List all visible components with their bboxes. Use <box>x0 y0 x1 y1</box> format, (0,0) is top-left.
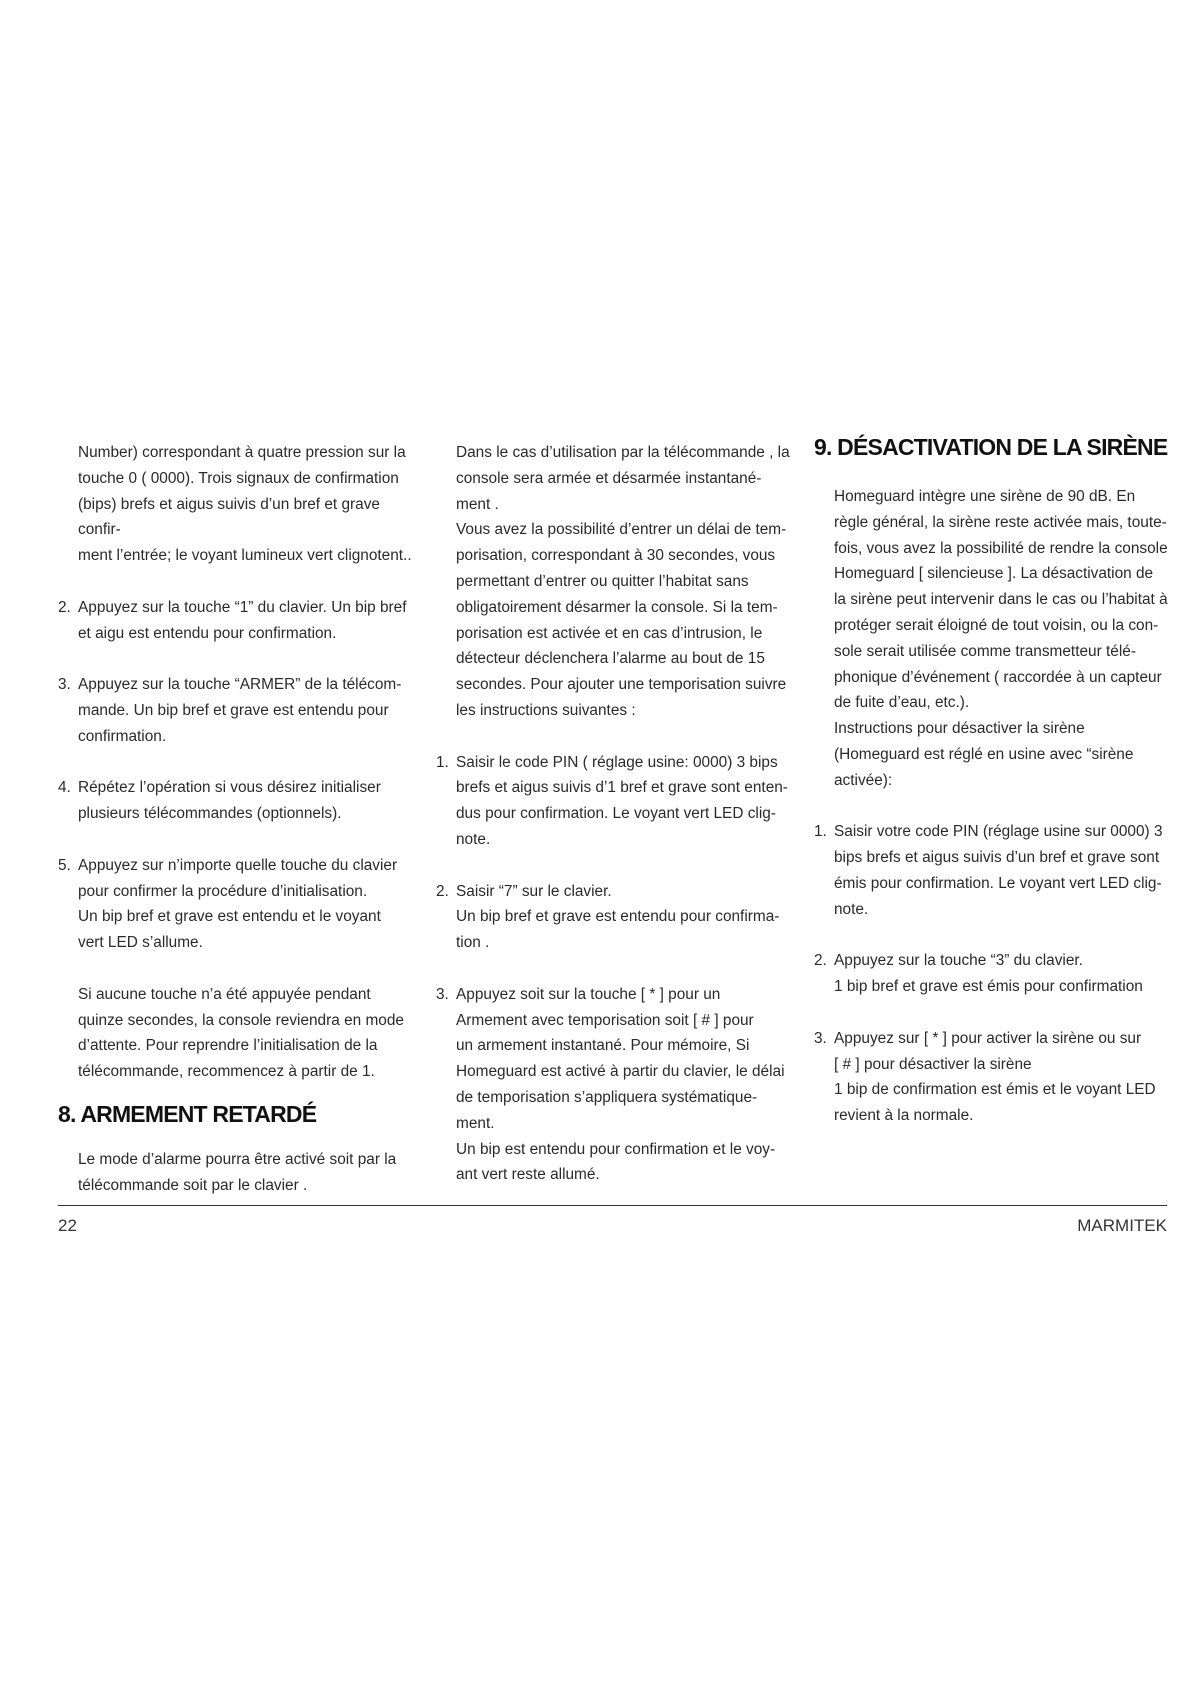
column-3 <box>814 434 1178 1129</box>
list-item: 1. Saisir le code PIN ( réglage usine: 0000) 3 bips brefs et aigus suivis d’1 bref et grave sont enten- dus pour confirmation. Le voyant vert LED clig- note. <box>436 753 788 848</box>
section-8-paragraph: Le mode d’alarme pourra être activé soit par la télécommande soit par le clavier . <box>78 1150 397 1194</box>
footer-brand: MARMITEK <box>1077 1216 1167 1235</box>
footer-rule <box>58 1205 1167 1206</box>
column-1 <box>58 440 414 1199</box>
intro-paragraph: Number) correspondant à quatre pression sur la touche 0 ( 0000). Trois signaux de confirmation (bips) brefs et aigus suivis d’un bref et grave confir- ment l’entrée; le voyant lumineux vert clignotent.. <box>78 444 412 565</box>
page-number: 22 <box>58 1216 77 1235</box>
intro-paragraph: Homeguard intègre une sirène de 90 dB. En règle général, la sirène reste activée mais, toute- fois, vous avez la possibilité de rendre la console Homeguard [ silencieuse ]. La désactivation de la sirène peut intervenir dans le cas ou l’habitat à protéger serait éloigné de tout voisin, ou la con- sole serait utilisée comme transmetteur télé- phonique d’événement ( raccordée à un capteur de fuite d’eau, etc.). Instructions pour désactiver la sirène (Homeguard est réglé en usine avec “sirène activée): <box>834 488 1168 789</box>
intro-paragraph: Dans le cas d’utilisation par la télécommande , la console sera armée et désarmée instantané- ment . Vous avez la possibilité d’entrer un délai de tem- porisation, correspondant à 30 secondes, vous permettant d’entrer ou quitter l’habitat sans obligatoirement désarmer la console. Si la tem- porisation est activée et en cas d’intrusion, le détecteur déclenchera l’alarme au bout de 15 secondes. Pour ajouter une temporisation suivre les instructions suivantes : <box>456 444 790 719</box>
list-item: 2. Appuyez sur la touche “3” du clavier. 1 bip bref et grave est émis pour confirmation <box>814 952 1143 996</box>
list-item: 1. Saisir votre code PIN (réglage usine sur 0000) 3 bips brefs et aigus suivis d’un bref et grave sont émis pour confirmation. Le voyant vert LED clig- note. <box>814 823 1163 918</box>
list-item: 4. Répétez l’opération si vous désirez initialiser plusieurs télécommandes (optionnels). <box>58 779 381 823</box>
list-item: 3. Appuyez sur [ * ] pour activer la sirène ou sur [ # ] pour désactiver la sirène 1 bip de confirmation est émis et le voyant LED revient à la normale. <box>814 1029 1156 1125</box>
list-item: 2. Appuyez sur la touche “1” du clavier. Un bip bref et aigu est entendu pour confirmation. <box>58 598 407 642</box>
list-item: 3. Appuyez soit sur la touche [ * ] pour un Armement avec temporisation soit [ # ] pour un armement instantané. Pour mémoire, Si Homeguard est activé à partir du clavier, le délai de temporisation s’appliquera systématique- ment. Un bip est entendu pour confirmation et le voy- ant vert reste allumé. <box>436 985 785 1184</box>
list-item: 5. Appuyez sur n’importe quelle touche du clavier pour confirmer la procédure d’initialisation. Un bip bref et grave est entendu et le voyant vert LED s’allume. <box>58 856 398 952</box>
section-heading-8: 8. ARMEMENT RETARDÉ <box>58 1100 317 1127</box>
list-item: 2. Saisir “7” sur le clavier. Un bip bref et grave est entendu pour confirma- tion . <box>436 882 780 952</box>
note-paragraph: Si aucune touche n’a été appuyée pendant quinze secondes, la console reviendra en mode d’attente. Pour reprendre l’initialisation de la télécommande, recommencez à partir de 1. <box>78 985 404 1081</box>
list-item: 3. Appuyez sur la touche “ARMER” de la télécom- mande. Un bip bref et grave est entendu pour confirmation. <box>58 676 402 745</box>
column-2 <box>436 440 792 1188</box>
section-heading-9: 9. DÉSACTIVATION DE LA SIRÈNE <box>814 434 1168 460</box>
